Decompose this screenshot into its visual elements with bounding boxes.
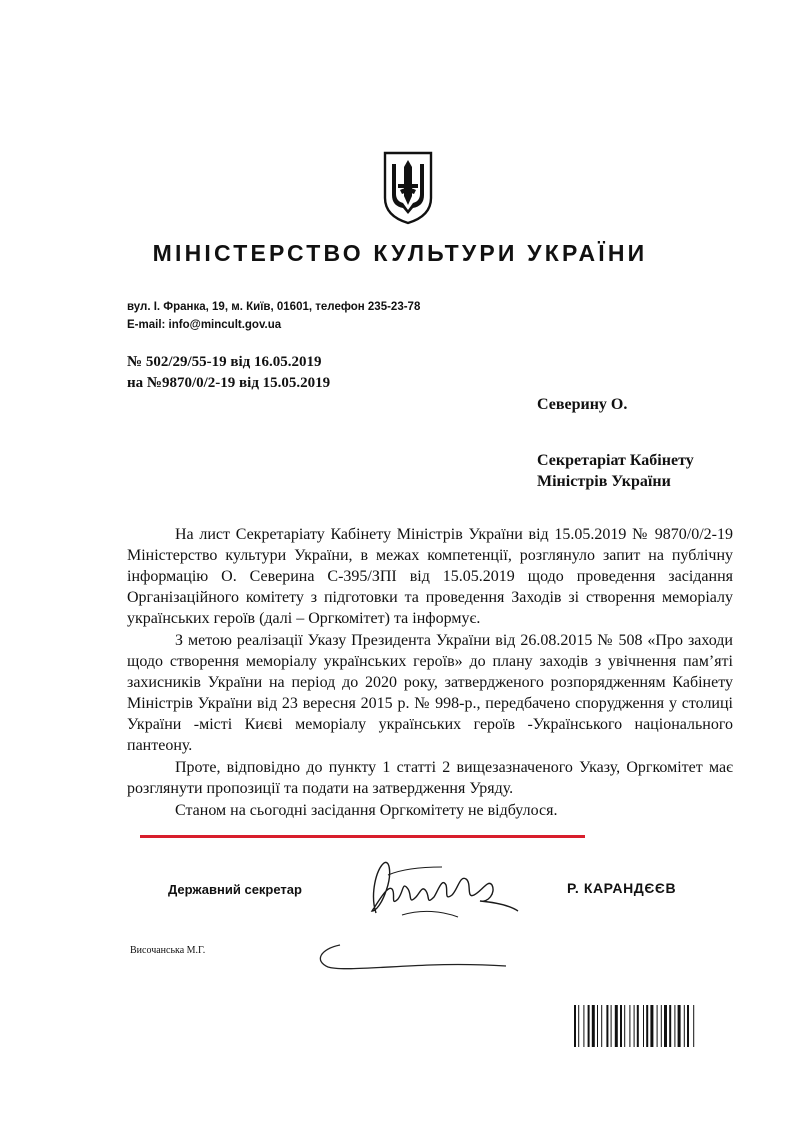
ministry-title: МІНІСТЕРСТВО КУЛЬТУРИ УКРАЇНИ xyxy=(152,240,648,266)
barcode xyxy=(572,1005,744,1047)
signatory-name: Р. КАРАНДЄЄВ xyxy=(567,880,677,896)
body-paragraph: На лист Секретаріату Кабінету Міністрів України від 15.05.2019 № 9870/0/2-19 Міністерство культури України, в межах компетенції, розглянуло запит на публічну інформацію О. Северина С-395/ЗПІ від 15.05.2019 щодо проведення засідання Організаційного комітету з підготовки та проведення Заходів зі створення меморіалу українських героїв (далі – Оргкомітет) та інформує. xyxy=(127,526,733,627)
address-line: вул. І. Франка, 19, м. Київ, 01601, телефон 235-23-78 xyxy=(127,301,421,313)
executor-name: Височанська М.Г. xyxy=(130,945,206,956)
incoming-number: на №9870/0/2-19 від 15.05.2019 xyxy=(127,375,331,391)
handwritten-signature xyxy=(362,855,522,925)
signatory-role: Державний секретар xyxy=(168,882,302,897)
body-paragraph: Станом на сьогодні засідання Оргкомітету не відбулося. xyxy=(175,802,558,819)
red-divider-line xyxy=(140,835,585,838)
addressee-org-line: Секретаріат Кабінету xyxy=(537,452,694,469)
addressee-name: Северину О. xyxy=(537,396,628,413)
pen-stroke-mark xyxy=(310,935,510,980)
trident-coat-of-arms-icon xyxy=(382,150,434,226)
addressee-organization xyxy=(537,450,694,492)
ministry-address xyxy=(127,298,420,334)
body-paragraph: Проте, відповідно до пункту 1 статті 2 вищезазначеного Указу, Оргкомітет має розглянути пропозиції та подати на затвердження Уряду. xyxy=(127,759,733,797)
document-references xyxy=(127,352,330,394)
addressee-org-line: Міністрів України xyxy=(537,473,671,490)
body-paragraph: З метою реалізації Указу Президента України від 26.08.2015 № 508 «Про заходи щодо створення меморіалу українських героїв» до плану заходів з увічнення пам’яті захисників України на період до 2020 року, затвердженого розпорядженням Кабінету Міністрів України від 23 вересня 2015 р. № 998-р., передбачено спорудження у столиці України -місті Києві меморіалу українських героїв -Українського національного пантеону. xyxy=(127,632,733,754)
letter-body xyxy=(127,524,733,822)
outgoing-number: № 502/29/55-19 від 16.05.2019 xyxy=(127,354,322,370)
email-line: E-mail: info@mincult.gov.ua xyxy=(127,319,282,331)
